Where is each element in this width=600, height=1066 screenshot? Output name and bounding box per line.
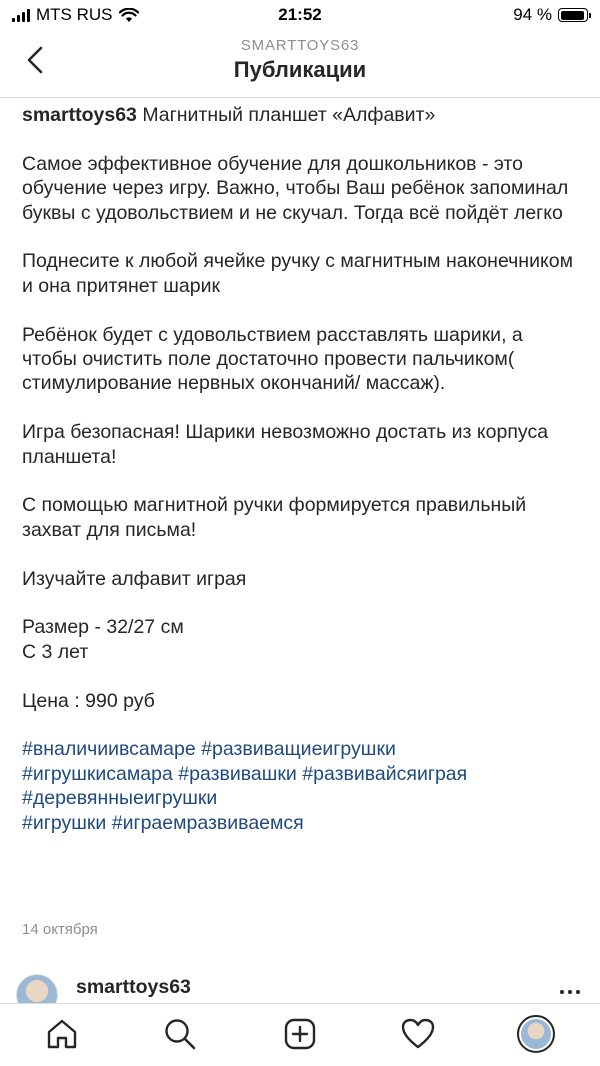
nav-header [0,30,600,98]
plus-square-icon [283,1017,317,1051]
size-info [22,615,582,664]
clock: 21:52 [278,5,322,24]
home-icon [45,1017,79,1051]
hashtag-line [22,762,582,786]
hashtag-link[interactable]: #игрушкисамара [22,762,173,785]
caption-username[interactable]: smarttoys63 [22,104,137,126]
tab-search[interactable] [160,1014,200,1054]
page-title: Публикации [233,57,367,82]
hashtag-link[interactable]: #развивайсяиграя [302,762,468,785]
caption-paragraph: Самое эффективное обучение для дошкольников - это обучение через игру. Важно, чтобы Ваш ребёнок запоминал буквы с удовольствием и не скучал. Тогда всё пойдёт легко [22,152,569,224]
caption-title: Магнитный планшет «Алфавит» [136,104,436,126]
tab-bar [0,1003,600,1066]
caption-paragraph: Изучайте алфавит играя [22,567,247,590]
hashtag-line [22,737,582,761]
post-caption [22,103,582,835]
heart-icon [400,1017,436,1051]
tab-new-post[interactable] [280,1014,320,1054]
battery-percent: 94 % [513,5,552,24]
account-name: SMARTTOYS63 [240,37,360,54]
caption-paragraph: Игра безопасная! Шарики невозможно достать из корпуса планшета! [22,421,549,468]
hashtag-link[interactable]: #игрушки [22,811,107,834]
status-right [513,5,588,25]
next-post-header [0,966,600,1006]
age-line: С 3 лет [22,640,89,663]
tab-activity[interactable] [398,1014,438,1054]
hashtag-line [22,811,582,835]
tab-home[interactable] [42,1014,82,1054]
price-line: Цена : 990 руб [22,689,155,712]
hashtag-link[interactable]: #развиващиеигрушки [201,738,396,761]
next-post-username[interactable]: smarttoys63 [76,976,191,998]
search-icon [163,1017,197,1051]
status-bar [0,0,600,30]
hashtag-link[interactable]: #развивашки [178,762,297,785]
post-date: 14 октября [22,921,98,938]
tab-profile[interactable] [516,1014,556,1054]
profile-avatar-icon [517,1015,555,1053]
hashtags [22,737,582,835]
caption-paragraph: С помощью магнитной ручки формируется правильный захват для письма! [22,494,527,541]
size-line: Размер - 32/27 см [22,616,184,639]
hashtag-link[interactable]: #деревянныеигрушки [22,787,218,810]
battery-icon [558,8,588,22]
caption-paragraph: Поднесите к любой ячейке ручку с магнитным наконечником и она притянет шарик [22,250,573,297]
hashtag-link[interactable]: #вналичиивсамаре [22,738,196,761]
hashtag-line [22,786,582,810]
more-options-icon[interactable] [560,990,580,994]
caption-paragraph: Ребёнок будет с удовольствием расставлять шарики, а чтобы очистить поле достаточно провести пальчиком( стимулирование нервных окончаний/ массаж). [22,323,523,395]
carrier-label: MTS RUS [36,5,113,24]
hashtag-link[interactable]: #играемразвиваемся [111,811,304,834]
avatar[interactable] [16,974,58,1006]
caption-header [22,103,582,127]
